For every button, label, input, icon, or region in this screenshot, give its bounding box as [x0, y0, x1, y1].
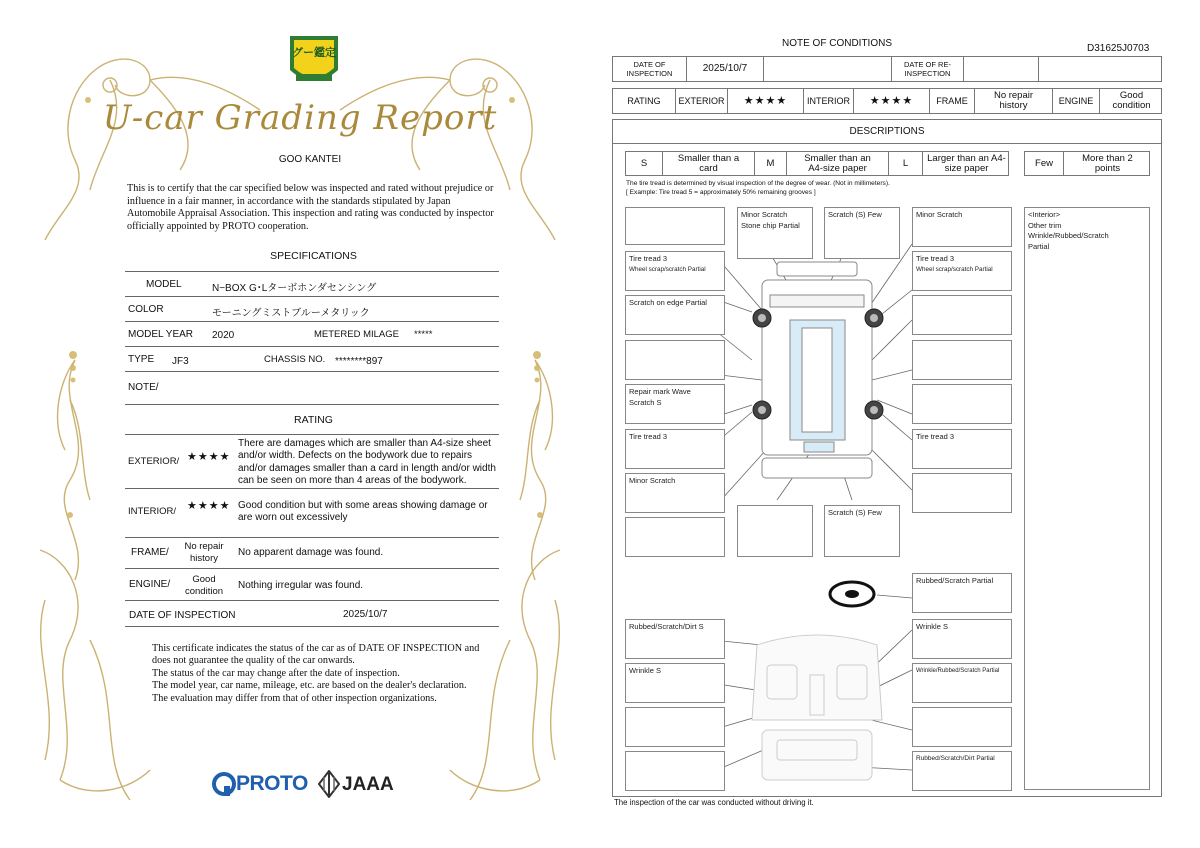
annotation-text: Wheel scrap/scratch Partial [629, 265, 706, 273]
proto-mark-icon [212, 772, 238, 798]
annotation-text: Wheel scrap/scratch Partial [916, 265, 993, 273]
annotation-text: Tire tread 3 [916, 432, 955, 441]
disclaimer-line: This certificate indicates the status of the car as of DATE OF INSPECTION and does not guarantee the quality of the car onwards. [152, 643, 480, 667]
annotation-box [912, 295, 1012, 335]
date-value: 2025/10/7 [686, 57, 763, 81]
interior-label: INTERIOR/ [128, 506, 177, 517]
annotation-text: Tire tread 3 [629, 254, 668, 263]
annotation-text: Wrinkle S [916, 622, 948, 631]
exterior-label: EXTERIOR/ [128, 456, 180, 467]
annotation-text: Wrinkle/Rubbed/Scratch Partial [916, 668, 1000, 674]
empty-cell [763, 57, 891, 81]
annotation-left-repair [625, 384, 725, 424]
annotation-left-minor [625, 473, 725, 513]
few-key: Few [1035, 157, 1053, 169]
annotation-text: Minor Scratch [916, 210, 963, 219]
empty-cell [963, 57, 1038, 81]
jaaa-mark-icon [318, 770, 340, 798]
annotation-text: Scratch S [629, 397, 662, 407]
interior-label: INTERIOR [803, 89, 853, 113]
engine-description: Nothing irregular was found. [238, 580, 364, 591]
mileage-value: ***** [414, 329, 433, 340]
goo-kantei-badge-icon [286, 30, 342, 92]
annotation-text: Scratch on edge Partial [629, 298, 707, 307]
inspection-date-value: 2025/10/7 [343, 609, 388, 620]
annotation-left-edge [625, 295, 725, 335]
engine-value: Good condition [1099, 89, 1163, 113]
annotation-box [625, 207, 725, 245]
inspection-date-table [612, 56, 1162, 82]
divider [125, 321, 499, 322]
divider [125, 537, 499, 538]
exterior-label: EXTERIOR [675, 89, 727, 113]
divider [125, 626, 499, 627]
rating-label: RATING [627, 96, 661, 106]
exterior-stars: ★★★★ [187, 451, 231, 463]
annotation-text: Scratch (S) Few [828, 210, 882, 219]
model-value: N−BOX G･Lターボホンダセンシング [212, 283, 377, 294]
legend-key: S [640, 157, 648, 169]
note-of-conditions-sheet [612, 0, 1192, 848]
mileage-label: METERED MILAGE [314, 329, 399, 340]
interior-note-line: Other trim [1028, 220, 1062, 230]
inspection-date-label: DATE OF INSPECTION [129, 610, 236, 621]
divider [125, 488, 499, 489]
certificate-subtitle: GOO KANTEI [278, 154, 342, 165]
annotation-box [625, 517, 725, 557]
annotation-text: Repair mark Wave [629, 387, 691, 396]
frame-value: No repair history [184, 541, 224, 564]
annotation-text: Minor Scratch [629, 476, 676, 485]
rating-heading: RATING [294, 414, 333, 426]
disclaimer-line: The status of the car may change after the date of inspection. [152, 667, 400, 679]
model-label: MODEL [146, 279, 182, 290]
disclaimer-line: The model year, car name, mileage, etc. are based on the dealer's declaration. [152, 680, 467, 692]
exterior-stars: ★★★★ [727, 89, 803, 113]
exterior-description: There are damages which are smaller than A4-size sheet and/or width. Defects on the bodywork due to repairs and/or damages smaller than a card in length and/or width can be seen on more than 4 areas of the bodywork. [238, 438, 496, 486]
interior-note-line: Partial [1028, 241, 1050, 251]
certificate-intro: This is to certify that the car specified below was inspected and rated without prejudice or influence in a fair manner, in accordance with the standards stipulated by Japan Automobile Appraisal Association. This inspection and rating was conducted by inspector officially appointed by PROTO cooperation. [127, 183, 494, 232]
annotation-front-center [737, 207, 813, 259]
color-label: COLOR [128, 304, 164, 315]
proto-logo-text: PROTO [236, 772, 308, 795]
divider [125, 568, 499, 569]
interior-note-line: Wrinkle/Rubbed/Scratch [1028, 231, 1109, 240]
sheet-title: NOTE OF CONDITIONS [782, 38, 892, 49]
annotation-dash-right [912, 619, 1012, 659]
annotation-text: Minor Scratch [741, 210, 788, 219]
reinspection-label: DATE OF RE-INSPECTION [891, 57, 963, 81]
annotation-right-rear-tire [912, 429, 1012, 469]
annotation-rear-scratch [824, 505, 900, 557]
annotation-text: Tire tread 3 [916, 254, 955, 263]
annotation-dash-left [625, 619, 725, 659]
annotation-text: Tire tread 3 [629, 432, 668, 441]
specifications-heading: SPECIFICATIONS [270, 250, 357, 262]
tire-example: [ Example: Tire tread 5 = approximately 50% remaining grooves ] [626, 189, 816, 196]
annotation-front-right [912, 207, 1012, 247]
document-id: D31625J0703 [1087, 43, 1150, 54]
divider [125, 600, 499, 601]
model-year-value: 2020 [212, 330, 235, 341]
certificate-disclaimer [152, 643, 482, 705]
annotation-left-rear-tire [625, 429, 725, 469]
annotation-box [912, 340, 1012, 380]
rating-table [612, 88, 1162, 114]
jaaa-logo-text: JAAA [342, 774, 394, 795]
legend-key: M [754, 152, 786, 175]
frame-value: No repair history [974, 89, 1052, 113]
annotation-right-front-tire [912, 251, 1012, 291]
descriptions-heading: DESCRIPTIONS [612, 119, 1162, 144]
type-label: TYPE [128, 354, 155, 365]
date-label: DATE OF INSPECTION [626, 60, 673, 78]
annotation-box [625, 340, 725, 380]
interior-description: Good condition but with some areas showing damage or are worn out excessively [238, 500, 488, 524]
badge-label: グー鑑定 [292, 46, 336, 59]
divider [125, 271, 499, 272]
legend-key: L [888, 152, 922, 175]
chassis-label: CHASSIS NO. [264, 354, 326, 365]
engine-label: ENGINE/ [129, 579, 171, 590]
empty-cell [1038, 57, 1163, 81]
annotation-box [737, 505, 813, 557]
annotation-text: Wrinkle S [629, 666, 661, 675]
annotation-text: Scratch (S) Few [828, 508, 882, 517]
interior-stars: ★★★★ [187, 500, 231, 512]
steering-wheel-icon [830, 582, 874, 606]
annotation-seat-right [912, 663, 1012, 703]
legend-text: Larger than an A4-size paper [922, 152, 1010, 175]
annotation-text: Rubbed/Scratch/Dirt Partial [916, 755, 995, 762]
annotation-text: Rubbed/Scratch Partial [916, 576, 994, 585]
frame-description: No apparent damage was found. [238, 547, 384, 558]
legend-text: Smaller than a card [662, 152, 754, 175]
tire-note: The tire tread is determined by visual inspection of the degree of wear. (Not in millimeters). [626, 180, 890, 187]
interior-notes-panel [1024, 207, 1150, 790]
note-label: NOTE/ [128, 382, 159, 393]
annotation-front-mid [824, 207, 900, 259]
annotation-box [912, 707, 1012, 747]
divider [125, 296, 499, 297]
few-text: More than 2 points [1063, 152, 1151, 175]
legend-text: Smaller than an A4-size paper [786, 152, 888, 175]
annotation-box [625, 751, 725, 791]
annotation-box [625, 707, 725, 747]
engine-value: Good condition [184, 574, 224, 597]
annotation-steering [912, 573, 1012, 613]
annotation-left-front-tire [625, 251, 725, 291]
chassis-value: ********897 [335, 356, 383, 367]
annotation-box [912, 384, 1012, 424]
annotation-text: Rubbed/Scratch/Dirt S [629, 622, 704, 631]
few-legend [1024, 151, 1150, 176]
frame-label: FRAME/ [131, 547, 169, 558]
divider [125, 404, 499, 405]
annotation-box [912, 473, 1012, 513]
type-value: JF3 [172, 356, 189, 367]
color-value: モーニングミストブルーメタリック [212, 308, 370, 319]
size-legend [625, 151, 1009, 176]
annotation-text: Stone chip Partial [741, 220, 800, 230]
annotation-seat-left [625, 663, 725, 703]
interior-stars: ★★★★ [853, 89, 929, 113]
disclaimer-line: The evaluation may differ from that of other inspection organizations. [152, 692, 437, 704]
certificate-title: U-car Grading Report [102, 98, 498, 138]
divider [125, 434, 499, 435]
engine-label: ENGINE [1052, 89, 1099, 113]
sheet-footer-note: The inspection of the car was conducted without driving it. [614, 798, 814, 807]
frame-label: FRAME [929, 89, 974, 113]
divider [125, 346, 499, 347]
annotation-rear-seat-right [912, 751, 1012, 791]
model-year-label: MODEL YEAR [128, 329, 194, 340]
interior-note-line: <Interior> [1028, 210, 1061, 219]
divider [125, 371, 499, 372]
